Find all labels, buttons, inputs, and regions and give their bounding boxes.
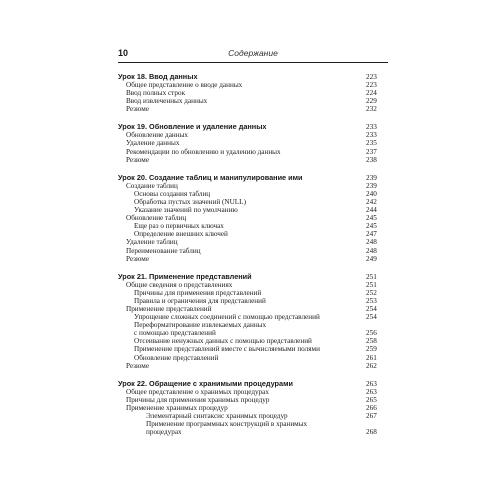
page-header [118,48,388,60]
toc-entry-title: Резюме [126,254,150,263]
table-of-contents [118,72,388,445]
toc-entry-title: процедурах [146,428,182,437]
toc-entry [118,156,388,164]
toc-page-number: 249 [366,254,377,263]
toc-page-number: 239 [366,172,377,182]
toc-page-number: 245 [366,222,377,231]
running-title: Содержание [228,48,278,58]
toc-entry [118,305,388,313]
toc-page-number: 267 [366,412,377,420]
toc-page-number: 256 [366,329,377,338]
toc-entry-title: Обновление представлений [134,353,219,362]
toc-entry-title: Рекомендации по обновлению и удалению данных [126,147,281,156]
toc-page-number: 223 [366,72,377,81]
toc-chapter-entry [118,173,388,182]
toc-entry [118,255,388,263]
toc-page-number: 261 [366,353,377,362]
toc-entry [118,182,388,190]
toc-entry [118,105,388,113]
toc-page-number: 242 [366,197,377,206]
toc-page-number: 263 [366,387,377,396]
toc-page-number: 266 [366,403,377,412]
toc-page-number: 232 [366,105,377,114]
toc-entry-title: Общие сведения о представлениях [126,280,233,289]
toc-page-number: 248 [366,238,377,247]
toc-lesson [118,72,388,113]
toc-entry-title: Общее представление о вводе данных [126,81,243,89]
header-rule [118,62,388,63]
toc-entry [118,238,388,246]
toc-entry-title: Ввод полных строк [126,89,186,98]
toc-entry-title: Обработка пустых значений (NULL) [134,197,246,206]
toc-chapter-title: Урок 20. Создание таблиц и манипулирование ими [118,172,303,182]
toc-entry [118,337,388,345]
toc-entry-title: с помощью представлений [134,329,216,338]
toc-entry-title: Применение представлений [126,304,212,313]
toc-page-number: 262 [366,361,377,370]
toc-page-number: 251 [366,280,377,289]
toc-lesson [118,122,388,163]
toc-entry-title: Удаление таблиц [126,238,178,247]
toc-entry-title: Переименование таблиц [126,246,201,255]
toc-page-number: 253 [366,296,377,305]
toc-entry [118,329,388,337]
toc-page-number: 251 [366,271,377,281]
toc-entry [118,206,388,214]
toc-entry [118,198,388,206]
toc-lesson [118,272,388,370]
toc-page-number: 254 [366,304,377,313]
toc-entry-title: Еще раз о первичных ключах [134,222,224,231]
toc-chapter-entry [118,272,388,281]
toc-entry [118,97,388,105]
toc-entry-title: Определение внешних ключей [134,230,228,239]
toc-chapter-entry [118,379,388,388]
toc-entry [118,131,388,139]
toc-entry [118,148,388,156]
toc-lesson [118,173,388,263]
toc-chapter-entry [118,122,388,131]
toc-page-number: 263 [366,378,377,388]
toc-entry-title: Удаление данных [126,139,180,148]
toc-entry-title: Причины для применения представлений [134,288,262,297]
toc-entry [118,354,388,362]
toc-chapter-title: Урок 19. Обновление и удаление данных [118,122,267,132]
toc-chapter-title: Урок 21. Применение представлений [118,271,252,281]
toc-page-number: 268 [366,428,377,437]
toc-page-number: 248 [366,246,377,255]
toc-entry [118,289,388,297]
toc-entry-title: Применение представлений вместе с вычисляемыми полями [134,345,320,354]
toc-page-number: 254 [366,313,377,322]
toc-entry-title: Применение хранимых процедур [126,403,228,412]
toc-entry-title: Упрощение сложных соединений с помощью представлений [134,313,320,322]
toc-entry [118,321,388,329]
toc-entry [118,222,388,230]
toc-entry [118,345,388,353]
toc-entry [118,396,388,404]
toc-entry-title: Элементарный синтаксис хранимых процедур [146,412,288,420]
toc-entry [118,214,388,222]
toc-entry [118,81,388,89]
toc-page-number: 238 [366,155,377,164]
toc-entry-title: Правила и ограничения для представлений [134,296,266,305]
toc-entry [118,313,388,321]
toc-page-number: 245 [366,214,377,223]
toc-entry-title: Основы создания таблиц [134,189,211,198]
toc-entry [118,388,388,396]
toc-entry [118,247,388,255]
toc-entry [118,190,388,198]
toc-page-number: 239 [366,181,377,190]
toc-entry-title: Применение программных конструкций в хранимых [146,420,308,429]
toc-lesson [118,379,388,437]
toc-entry-title: Обновление данных [126,131,189,140]
toc-entry-title: Создание таблиц [126,181,178,190]
toc-page-number: 247 [366,230,377,239]
toc-page-number: 224 [366,89,377,98]
toc-entry [118,89,388,97]
toc-page-number: 259 [366,345,377,354]
toc-entry [118,412,388,420]
toc-page-number: 258 [366,337,377,346]
toc-entry-title: Ввод извлеченных данных [126,97,208,106]
toc-entry [118,139,388,147]
toc-page-number: 233 [366,131,377,140]
toc-page-number: 233 [366,122,377,132]
toc-page-number: 229 [366,97,377,106]
toc-entry-title: Отсеивание ненужных данных с помощью представлений [134,337,312,346]
toc-entry [118,362,388,370]
toc-entry [118,420,388,428]
toc-entry [118,281,388,289]
toc-page-number: 240 [366,189,377,198]
toc-entry [118,428,388,436]
toc-page-number: 244 [366,206,377,215]
toc-entry [118,404,388,412]
toc-chapter-title: Урок 18. Ввод данных [118,72,198,81]
toc-page-number: 237 [366,147,377,156]
toc-page-number: 265 [366,395,377,404]
page-number: 10 [118,48,129,58]
toc-entry-title: Обновление таблиц [126,214,187,223]
toc-entry-title: Общее представление о хранимых процедурах [126,387,269,396]
toc-entry [118,230,388,238]
toc-entry-title: Причины для применения хранимых процедур [126,395,270,404]
toc-entry-title: Резюме [126,361,150,370]
toc-page-number: 252 [366,288,377,297]
toc-entry-title: Указание значений по умолчанию [134,206,238,215]
toc-entry [118,297,388,305]
toc-page-number: 235 [366,139,377,148]
toc-chapter-entry [118,72,388,81]
toc-entry-title: Резюме [126,105,150,114]
toc-page-number: 223 [366,81,377,89]
toc-entry-title: Переформатирование извлекаемых данных [134,321,267,330]
toc-chapter-title: Урок 22. Обращение с хранимыми процедурами [118,378,293,388]
toc-entry-title: Резюме [126,155,150,164]
